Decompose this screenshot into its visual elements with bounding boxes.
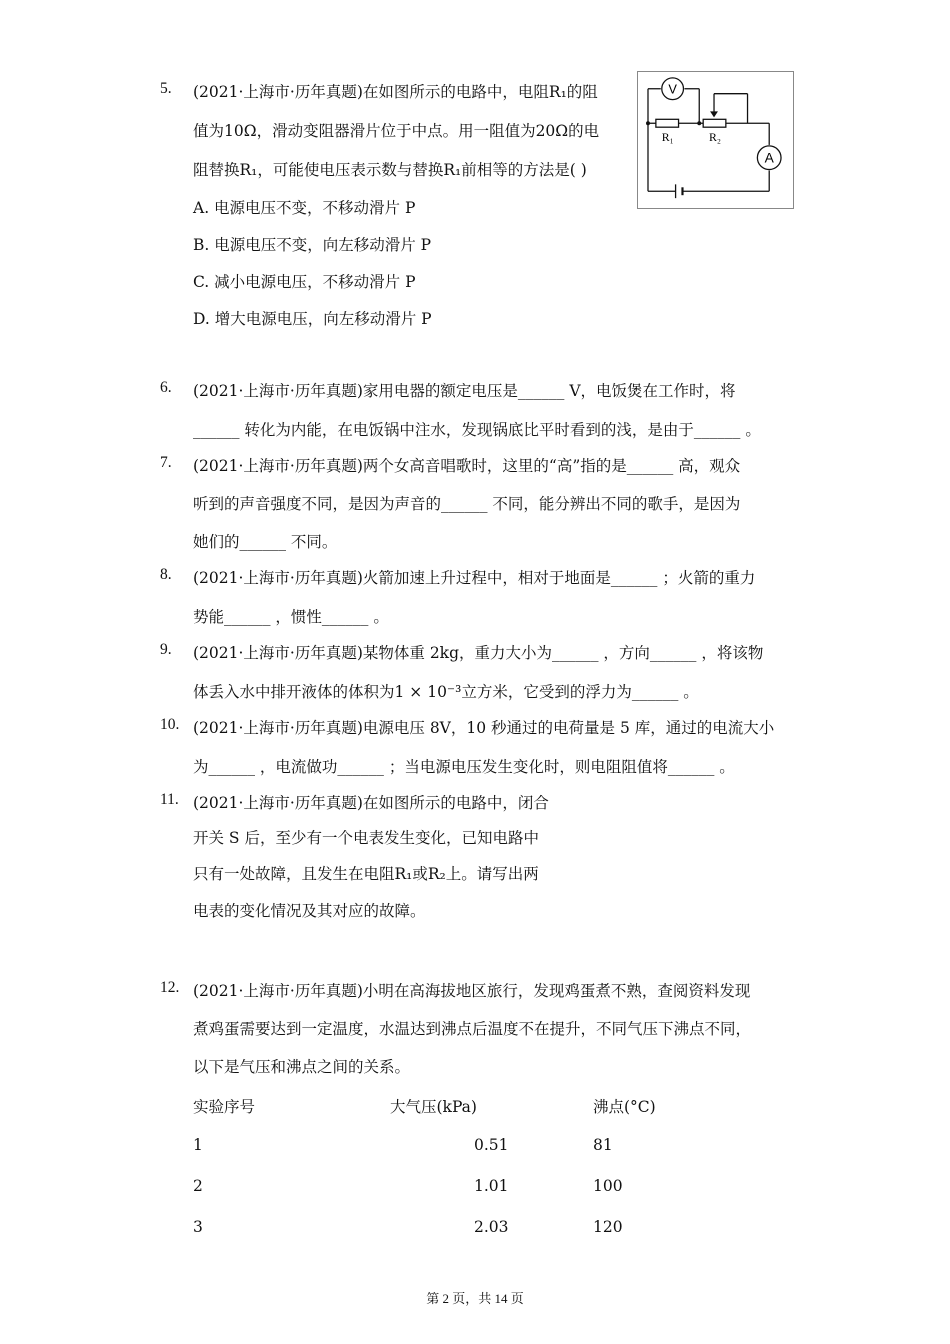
option-b: B. 电源电压不变，向左移动滑片 P (193, 236, 432, 254)
table-cell: 2 (193, 1177, 203, 1195)
question-text-line: 为______ ，电流做功______ ；当电源电压发生变化时，则电阻阻值将______ 。 (193, 758, 735, 776)
question-text-line: (2021·上海市·历年真题)在如图所示的电路中，电阻R₁的阻 (193, 83, 598, 101)
question-text-line: 开关 S 后，至少有一个电表发生变化，已知电路中 (193, 829, 539, 847)
question-number: 7. (160, 454, 172, 471)
question-text-line: 体丢入水中排开液体的体积为1 × 10⁻³立方米，它受到的浮力为______ 。 (193, 683, 699, 701)
circuit-diagram (637, 71, 794, 209)
question-number: 5. (160, 80, 172, 97)
question-text-line: 势能______ ，惯性______ 。 (193, 608, 389, 626)
table-cell: 100 (593, 1177, 623, 1195)
question-text-line: 电表的变化情况及其对应的故障。 (193, 902, 426, 920)
table-cell: 81 (593, 1136, 613, 1154)
table-cell: 2.03 (474, 1218, 509, 1236)
question-text-line: 只有一处故障，且发生在电阻R₁或R₂上。请写出两 (193, 865, 539, 883)
option-c: C. 减小电源电压，不移动滑片 P (193, 273, 416, 291)
ammeter-label: A (764, 150, 774, 166)
voltmeter-label: V (668, 81, 677, 97)
question-number: 10. (160, 716, 180, 733)
table-header: 大气压(kPa) (390, 1098, 477, 1116)
question-text-line: (2021·上海市·历年真题)某物体重 2kg，重力大小为______ ，方向______ ，将该物 (193, 644, 764, 662)
question-text-line: (2021·上海市·历年真题)火箭加速上升过程中，相对于地面是______ ；火箭的重力 (193, 569, 756, 587)
question-text-line: 听到的声音强度不同，是因为声音的______ 不同，能分辨出不同的歌手，是因为 (193, 495, 741, 513)
table-header: 实验序号 (193, 1098, 256, 1116)
table-cell: 3 (193, 1218, 203, 1236)
table-cell: 1.01 (474, 1177, 509, 1195)
table-cell: 1 (193, 1136, 203, 1154)
question-number: 12. (160, 979, 180, 996)
question-text-line: (2021·上海市·历年真题)小明在高海拔地区旅行，发现鸡蛋煮不熟，查阅资料发现 (193, 982, 751, 1000)
question-text-line: 阻替换R₁，可能使电压表示数与替换R₁前相等的方法是( ) (193, 161, 587, 179)
question-text-line: (2021·上海市·历年真题)家用电器的额定电压是______ V，电饭煲在工作时，将 (193, 382, 736, 400)
question-text-line: (2021·上海市·历年真题)电源电压 8V，10 秒通过的电荷量是 5 库，通过的电流大小 (193, 719, 775, 737)
question-text-line: (2021·上海市·历年真题)在如图所示的电路中，闭合 (193, 794, 549, 812)
page-footer: 第 2 页，共 14 页 (426, 1291, 524, 1306)
question-number: 6. (160, 379, 172, 396)
option-d: D. 增大电源电压，向左移动滑片 P (193, 310, 432, 328)
question-number: 11. (160, 791, 179, 808)
question-text-line: 以下是气压和沸点之间的关系。 (193, 1058, 411, 1076)
question-text-line: 煮鸡蛋需要达到一定温度，水温达到沸点后温度不在提升，不同气压下沸点不同， (193, 1020, 752, 1038)
r1-label: R₁ (661, 129, 674, 144)
question-text-line: 她们的______ 不同。 (193, 533, 338, 551)
table-cell: 0.51 (474, 1136, 509, 1154)
r2-label: R₂ (709, 129, 722, 144)
question-text-line: ______ 转化为内能，在电饭锅中注水，发现锅底比平时看到的浅，是由于______ 。 (193, 421, 761, 439)
question-number: 8. (160, 566, 172, 583)
question-text-line: (2021·上海市·历年真题)两个女高音唱歌时，这里的“高”指的是______ 高，观众 (193, 457, 741, 475)
question-number: 9. (160, 641, 172, 658)
question-text-line: 值为10Ω，滑动变阻器滑片位于中点。用一阻值为20Ω的电 (193, 122, 600, 140)
option-a: A. 电源电压不变，不移动滑片 P (193, 199, 416, 217)
table-cell: 120 (593, 1218, 623, 1236)
table-header: 沸点(°C) (593, 1098, 656, 1116)
